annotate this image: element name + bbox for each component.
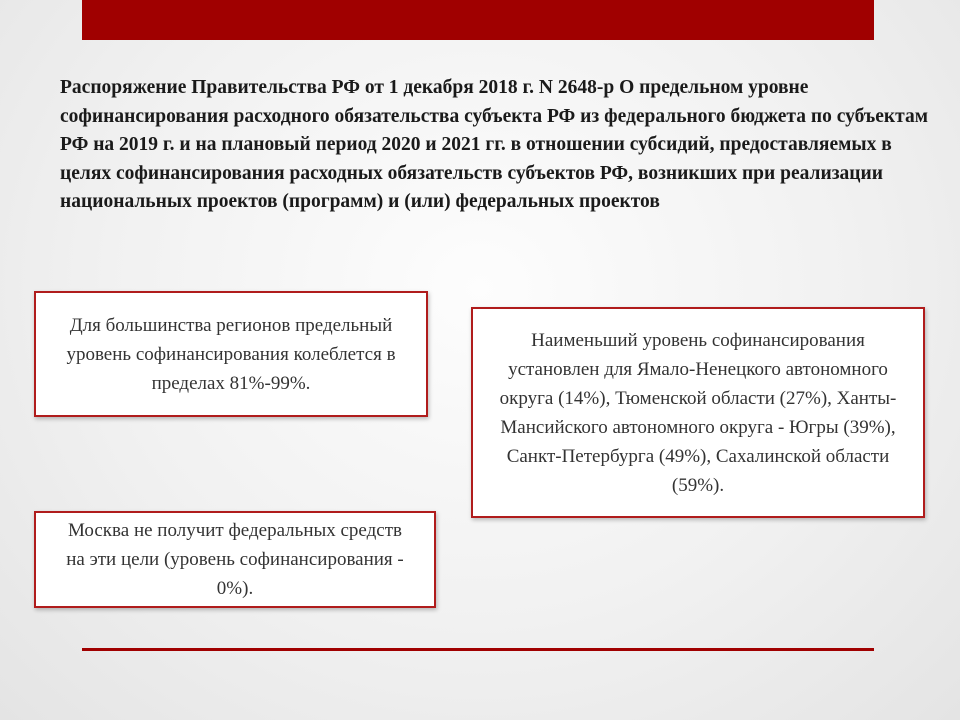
bottom-accent-line xyxy=(82,648,874,651)
note-moscow-text: Москва не получит федеральных средств на эти цели (уровень софинансирования - 0%). xyxy=(66,520,404,599)
note-majority-regions-text: Для большинства регионов предельный уровень софинансирования колеблется в пределах 81%-99%. xyxy=(66,314,396,394)
note-majority-regions xyxy=(34,291,428,417)
note-lowest-level-text: Наименьший уровень софинансирования установлен для Ямало-Ненецкого автономного округа (14%), Тюменской области (27%), Ханты-Мансийского автономного округа - Югры (39%), Санкт-Петербурга (49%), Сахалинской области (59%). xyxy=(499,329,897,496)
note-moscow xyxy=(34,511,436,608)
top-accent-bar xyxy=(82,0,874,40)
note-lowest-level xyxy=(471,307,925,518)
slide-title: Распоряжение Правительства РФ от 1 декабря 2018 г. N 2648-р О предельном уровне софинансирования расходного обязательства субъекта РФ из федерального бюджета по субъектам РФ на 2019 г. и на плановый период 2020 и 2021 гг. в отношении субсидий, предоставляемых в целях софинансирования расходных обязательств субъектов РФ, возникших при реализации национальных проектов (программ) и (или) федеральных проектов xyxy=(60,77,928,213)
